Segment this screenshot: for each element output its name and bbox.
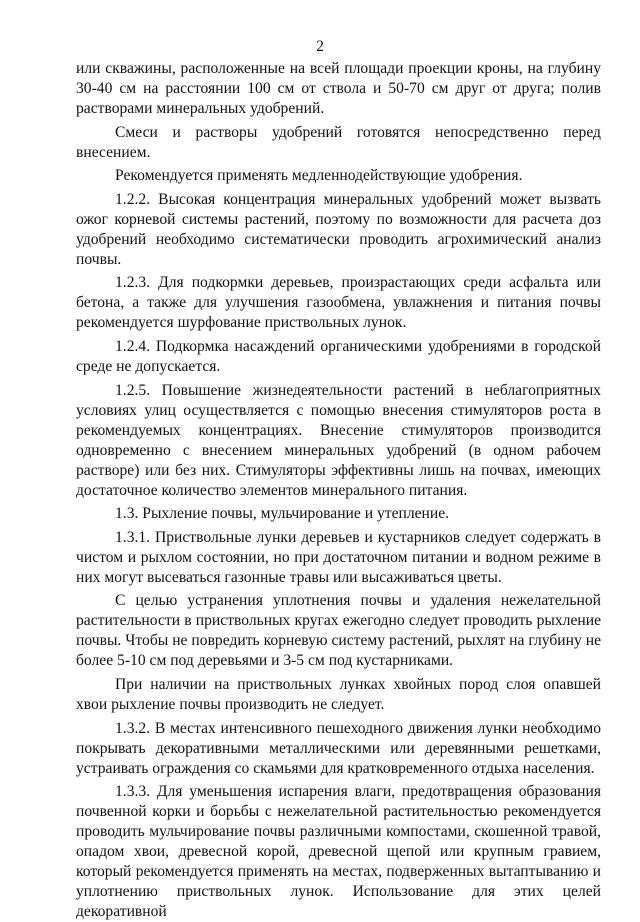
section-heading-1-3: 1.3. Рыхление почвы, мульчирование и утепление. bbox=[115, 505, 450, 523]
paragraph-soil-loosening: С целью устранения уплотнения почвы и удаления нежелательной растительности в приствольных кругах ежегодно следует проводить рыхление почвы. Чтобы не повредить корневую систему растений, рыхлят на глубину не более 5-10 см под деревьями и 3-5 см под кустарниками. bbox=[76, 592, 601, 670]
paragraph-1-2-4: 1.2.4. Подкормка насаждений органическими удобрениями в городской среде не допускается. bbox=[76, 337, 601, 375]
page-number: 2 bbox=[316, 38, 324, 55]
paragraph-1-2-2: 1.2.2. Высокая концентрация минеральных удобрений может вызвать ожог корневой системы растений, поэтому по возможности для расчета доз удобрений необходимо систематически проводить агрохимический анализ почвы. bbox=[76, 190, 601, 268]
paragraph-1-3-2: 1.3.2. В местах интенсивного пешеходного движения лунки необходимо покрывать декоративными металлическими или деревянными решетками, устраивать ограждения со скамьями для кратковременного отдыха населения. bbox=[76, 719, 601, 777]
document-body bbox=[76, 59, 601, 922]
paragraph-slow-release-fertilizers: Рекомендуется применять медленнодействующие удобрения. bbox=[115, 167, 523, 185]
paragraph-1-3-3: 1.3.3. Для уменьшения испарения влаги, предотвращения образования почвенной корки и борьбы с нежелательной растительностью рекомендуется проводить мульчирование почвы различными компостами, скошенной травой, опадом хвои, древесной корой, древесной щепой или крупным гравием, который рекомендуется применять на местах, подверженных вытаптыванию и уплотнению приствольных лунок. Использование для этих целей декоративной bbox=[76, 783, 601, 921]
paragraph-1-2-3: 1.2.3. Для подкормки деревьев, произрастающих среди асфальта или бетона, а также для улучшения газообмена, увлажнения и питания почвы рекомендуется шурфование приствольных лунок. bbox=[76, 274, 601, 332]
paragraph-needle-litter: При наличии на приствольных лунках хвойных пород слоя опавшей хвои рыхление почвы производить не следует. bbox=[76, 675, 601, 713]
paragraph-continuation: или скважины, расположенные на всей площади проекции кроны, на глубину 30-40 см на расстоянии 100 см от ствола и 50-70 см друг от друга; полив растворами минеральных удобрений. bbox=[76, 60, 601, 117]
paragraph-1-3-1: 1.3.1. Приствольные лунки деревьев и кустарников следует содержать в чистом и рыхлом состоянии, но при достаточном питании и водном режиме в них могут высеваться газонные травы или высаживаться цветы. bbox=[76, 528, 601, 586]
paragraph-mixtures-preparation: Смеси и растворы удобрений готовятся непосредственно перед внесением. bbox=[76, 123, 601, 161]
paragraph-1-2-5: 1.2.5. Повышение жизнедеятельности растений в неблагоприятных условиях улиц осуществляется с помощью внесения стимуляторов роста в рекомендуемых концентрациях. Внесение стимуляторов производится одновременно с внесением минеральных удобрений (в одном рабочем растворе) или без них. Стимуляторы эффективны лишь на почвах, имеющих достаточное количество элементов минерального питания. bbox=[76, 381, 601, 499]
